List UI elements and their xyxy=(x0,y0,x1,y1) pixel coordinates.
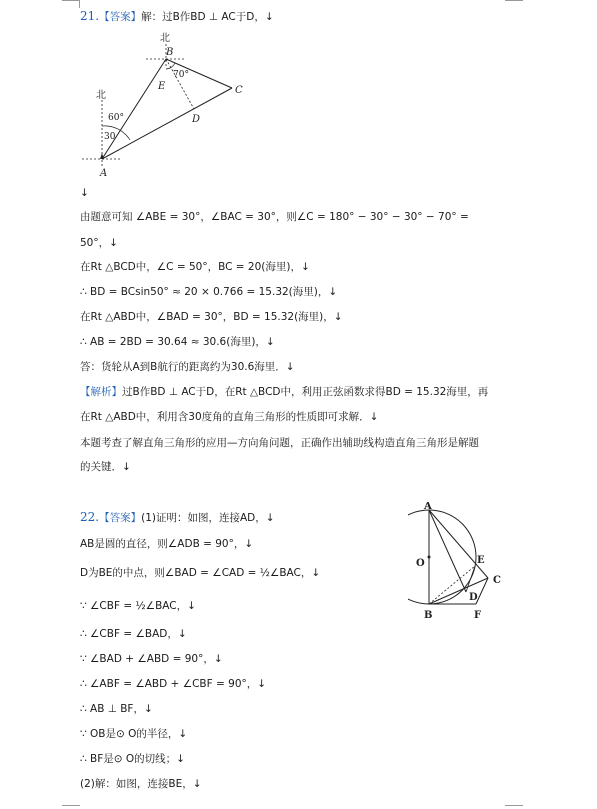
center-dot xyxy=(428,556,431,559)
q21-comment-line-2: 的关键．↓ xyxy=(80,461,131,473)
north-label-top: 北 xyxy=(160,33,170,44)
label-a: A xyxy=(100,168,108,178)
q22-line-1: AB是圆的直径，则∠ADB = 90°，↓ xyxy=(80,538,254,550)
label-e: E xyxy=(158,81,166,92)
q21-analysis-line-2: 在Rt △ABD中，利用含30度角的直角三角形的性质即可求解．↓ xyxy=(80,411,379,423)
label-b2: B xyxy=(424,610,433,621)
corner-mark-top-left xyxy=(62,0,80,1)
label-d2: D xyxy=(469,592,478,603)
q22-line-6: ∴ ∠ABF = ∠ABD + ∠CBF = 90°，↓ xyxy=(80,678,267,690)
q21-figure xyxy=(80,28,280,178)
corner-mark-bottom-left xyxy=(62,805,80,806)
label-c: C xyxy=(235,85,243,96)
side-ab xyxy=(102,59,166,159)
north-label-left: 北 xyxy=(96,90,106,101)
q21-line-4: ∴ BD = BCsin50° ≈ 20 × 0.766 = 15.32(海里)，↓ xyxy=(80,286,338,298)
q22-line-4: ∴ ∠CBF = ∠BAD，↓ xyxy=(80,628,187,640)
q22-line-7: ∴ AB ⊥ BF，↓ xyxy=(80,703,153,715)
label-f: F xyxy=(474,610,482,621)
angle-label-30: 30 xyxy=(104,132,116,142)
q22-answer-tag: 【答案】 xyxy=(99,512,142,524)
q21-analysis-text-1: 过B作BD ⊥ AC于D，在Rt △BCD中，利用正弦函数求得BD = 15.32海里，再 xyxy=(122,386,489,398)
label-a2: A xyxy=(424,502,432,512)
q21-answer-tag: 【答案】 xyxy=(99,11,142,23)
q21-line-2: 50°，↓ xyxy=(80,237,118,249)
q22-heading-text: (1)证明：如图，连接AD，↓ xyxy=(141,512,275,524)
q21-number: 21. xyxy=(80,9,100,23)
label-d: D xyxy=(192,114,201,125)
q22-line-8: ∵ OB是⊙ O的半径，↓ xyxy=(80,728,188,740)
q22-line-9: ∴ BF是⊙ O的切线；↓ xyxy=(80,753,185,765)
angle-label-70: 70° xyxy=(173,70,189,80)
circle-o xyxy=(408,510,476,604)
q21-line-3: 在Rt △BCD中，∠C = 50°，BC = 20(海里)，↓ xyxy=(80,261,310,273)
q22-line-2: D为BE的中点，则∠BAD = ∠CAD = ½∠BAC，↓ xyxy=(80,567,321,579)
label-b: B xyxy=(166,47,174,58)
q21-heading-text: 解：过B作BD ⊥ AC于D，↓ xyxy=(141,11,274,23)
corner-mark-top-right xyxy=(505,0,523,1)
q22-line-5: ∵ ∠BAD + ∠ABD = 90°，↓ xyxy=(80,653,223,665)
q21-analysis-line-1 xyxy=(80,385,488,399)
q21-line-7: 答：货轮从A到B航行的距离约为30.6海里．↓ xyxy=(80,361,295,373)
side-ac xyxy=(102,88,232,159)
angle-label-60: 60° xyxy=(108,113,124,123)
label-o: O xyxy=(416,558,425,569)
label-e2: E xyxy=(477,555,485,566)
corner-mark-top-left-v xyxy=(79,0,80,8)
corner-mark-bottom-right xyxy=(505,805,523,806)
q21-figure-mark: ↓ xyxy=(80,187,89,199)
line-cf xyxy=(476,578,488,604)
q22-heading xyxy=(80,510,275,525)
q22-number: 22. xyxy=(80,510,100,524)
q21-line-1: 由题意可知 ∠ABE = 30°，∠BAC = 30°，则∠C = 180° − 30° − 30° − 70° = xyxy=(80,211,469,223)
q22-figure xyxy=(408,502,508,622)
angle-arc-70 xyxy=(166,63,175,69)
q22-line-10: (2)解：如图，连接BE，↓ xyxy=(80,778,202,790)
label-c2: C xyxy=(493,575,501,586)
q21-line-6: ∴ AB = 2BD = 30.64 ≈ 30.6(海里)，↓ xyxy=(80,336,275,348)
q22-line-3: ∵ ∠CBF = ½∠BAC，↓ xyxy=(80,600,196,612)
q21-line-5: 在Rt △ABD中，∠BAD = 30°，BD = 15.32(海里)，↓ xyxy=(80,311,343,323)
q21-comment-line-1: 本题考查了解直角三角形的应用—方向角问题，正确作出辅助线构造直角三角形是解题 xyxy=(80,437,479,449)
q21-heading xyxy=(80,9,274,24)
altitude-bd xyxy=(166,59,194,109)
line-bc xyxy=(429,578,488,604)
q21-analysis-tag: 【解析】 xyxy=(80,386,122,398)
